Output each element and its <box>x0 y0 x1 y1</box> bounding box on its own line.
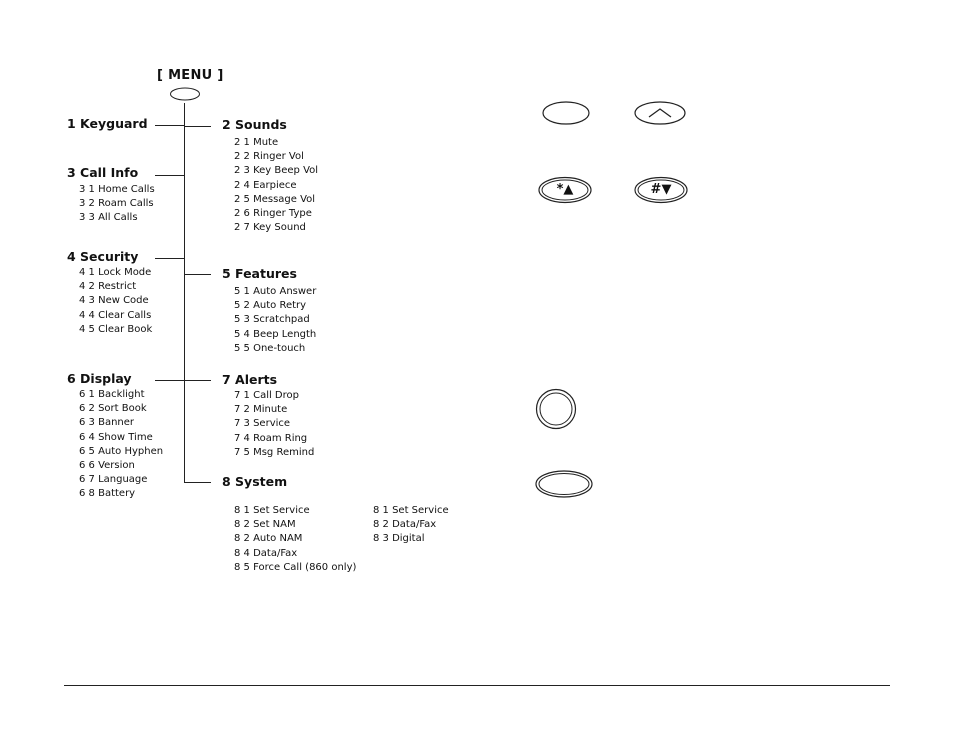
menu-item: 6 2 Sort Book <box>79 403 147 415</box>
star-up-key <box>536 175 594 205</box>
menu-item: 3 2 Roam Calls <box>79 198 154 210</box>
menu-item: 4 1 Lock Mode <box>79 267 152 278</box>
system-submenu <box>234 504 356 575</box>
menu-item: 4 2 Restrict <box>79 281 137 293</box>
menu-item: 5 2 Auto Retry <box>234 300 307 312</box>
menu-item: 6 5 Auto Hyphen <box>79 445 164 457</box>
alerts-submenu <box>234 389 314 460</box>
branch-system <box>185 482 211 483</box>
menu-heading-display: 6 Display <box>67 371 132 386</box>
menu-item: 8 2 Auto NAM <box>234 533 303 545</box>
menu-item: 2 4 Earpiece <box>234 179 297 191</box>
menu-item: 2 6 Ringer Type <box>234 208 312 220</box>
menu-item: 3 1 Home Calls <box>79 184 155 195</box>
sounds-submenu <box>234 136 318 235</box>
menu-item: 8 1 Set Service <box>234 505 310 516</box>
menu-item: 5 5 One-touch <box>234 342 306 354</box>
pound-down-key-label: #▼ <box>650 182 672 197</box>
menu-heading-keyguard: 1 Keyguard <box>67 116 148 131</box>
menu-item: 6 7 Language <box>79 474 148 486</box>
pound-down-key <box>632 175 690 205</box>
branch-features <box>185 274 211 275</box>
menu-item: 6 6 Version <box>79 460 135 472</box>
menu-item: 8 2 Data/Fax <box>373 519 437 531</box>
call-info-submenu <box>79 183 155 226</box>
security-submenu <box>79 266 152 337</box>
scroll-up-key-icon <box>632 99 688 127</box>
branch-display <box>155 380 185 381</box>
menu-item: 7 1 Call Drop <box>234 390 299 401</box>
oval-key-icon <box>533 468 595 500</box>
star-up-key-label: *▲ <box>556 182 574 197</box>
menu-heading-features: 5 Features <box>222 266 297 281</box>
menu-heading-system: 8 System <box>222 474 288 489</box>
features-submenu <box>234 285 316 356</box>
display-submenu <box>79 388 163 502</box>
branch-security <box>155 258 185 259</box>
branch-call-info <box>155 175 185 176</box>
menu-item: 6 8 Battery <box>79 488 136 500</box>
menu-item: 8 3 Digital <box>373 533 425 545</box>
tree-trunk-line <box>184 103 185 483</box>
branch-sounds <box>185 126 211 127</box>
menu-item: 8 4 Data/Fax <box>234 547 298 559</box>
system-submenu-alt <box>373 504 449 547</box>
menu-item: 4 3 New Code <box>79 295 149 307</box>
menu-item: 2 1 Mute <box>234 137 279 148</box>
branch-alerts <box>185 380 211 381</box>
menu-heading-sounds: 2 Sounds <box>222 117 287 132</box>
menu-item: 6 4 Show Time <box>79 431 153 443</box>
menu-item: 4 4 Clear Calls <box>79 309 152 321</box>
footer-rule <box>64 685 890 686</box>
menu-item: 8 1 Set Service <box>373 505 449 516</box>
round-key-icon <box>534 387 578 431</box>
menu-item: 6 3 Banner <box>79 417 135 429</box>
soft-key-icon <box>540 99 592 127</box>
menu-item: 7 3 Service <box>234 418 291 430</box>
menu-item: 2 2 Ringer Vol <box>234 151 304 163</box>
menu-item: 5 1 Auto Answer <box>234 286 317 297</box>
menu-title: [ MENU ] <box>157 68 224 83</box>
menu-item: 8 2 Set NAM <box>234 519 296 531</box>
menu-item: 5 4 Beep Length <box>234 328 317 340</box>
menu-item: 2 7 Key Sound <box>234 222 306 234</box>
menu-key-icon[interactable] <box>168 86 202 102</box>
menu-item: 3 3 All Calls <box>79 212 138 224</box>
menu-heading-security: 4 Security <box>67 249 139 264</box>
menu-heading-call-info: 3 Call Info <box>67 165 139 180</box>
menu-heading-alerts: 7 Alerts <box>222 372 278 387</box>
menu-item: 5 3 Scratchpad <box>234 314 310 326</box>
menu-item: 2 5 Message Vol <box>234 193 316 205</box>
menu-item: 4 5 Clear Book <box>79 323 153 335</box>
menu-item: 7 5 Msg Remind <box>234 446 315 458</box>
menu-item: 8 5 Force Call (860 only) <box>234 561 357 573</box>
menu-item: 7 2 Minute <box>234 404 288 416</box>
branch-keyguard <box>155 125 185 126</box>
menu-item: 2 3 Key Beep Vol <box>234 165 319 177</box>
menu-item: 7 4 Roam Ring <box>234 432 308 444</box>
menu-item: 6 1 Backlight <box>79 389 145 400</box>
